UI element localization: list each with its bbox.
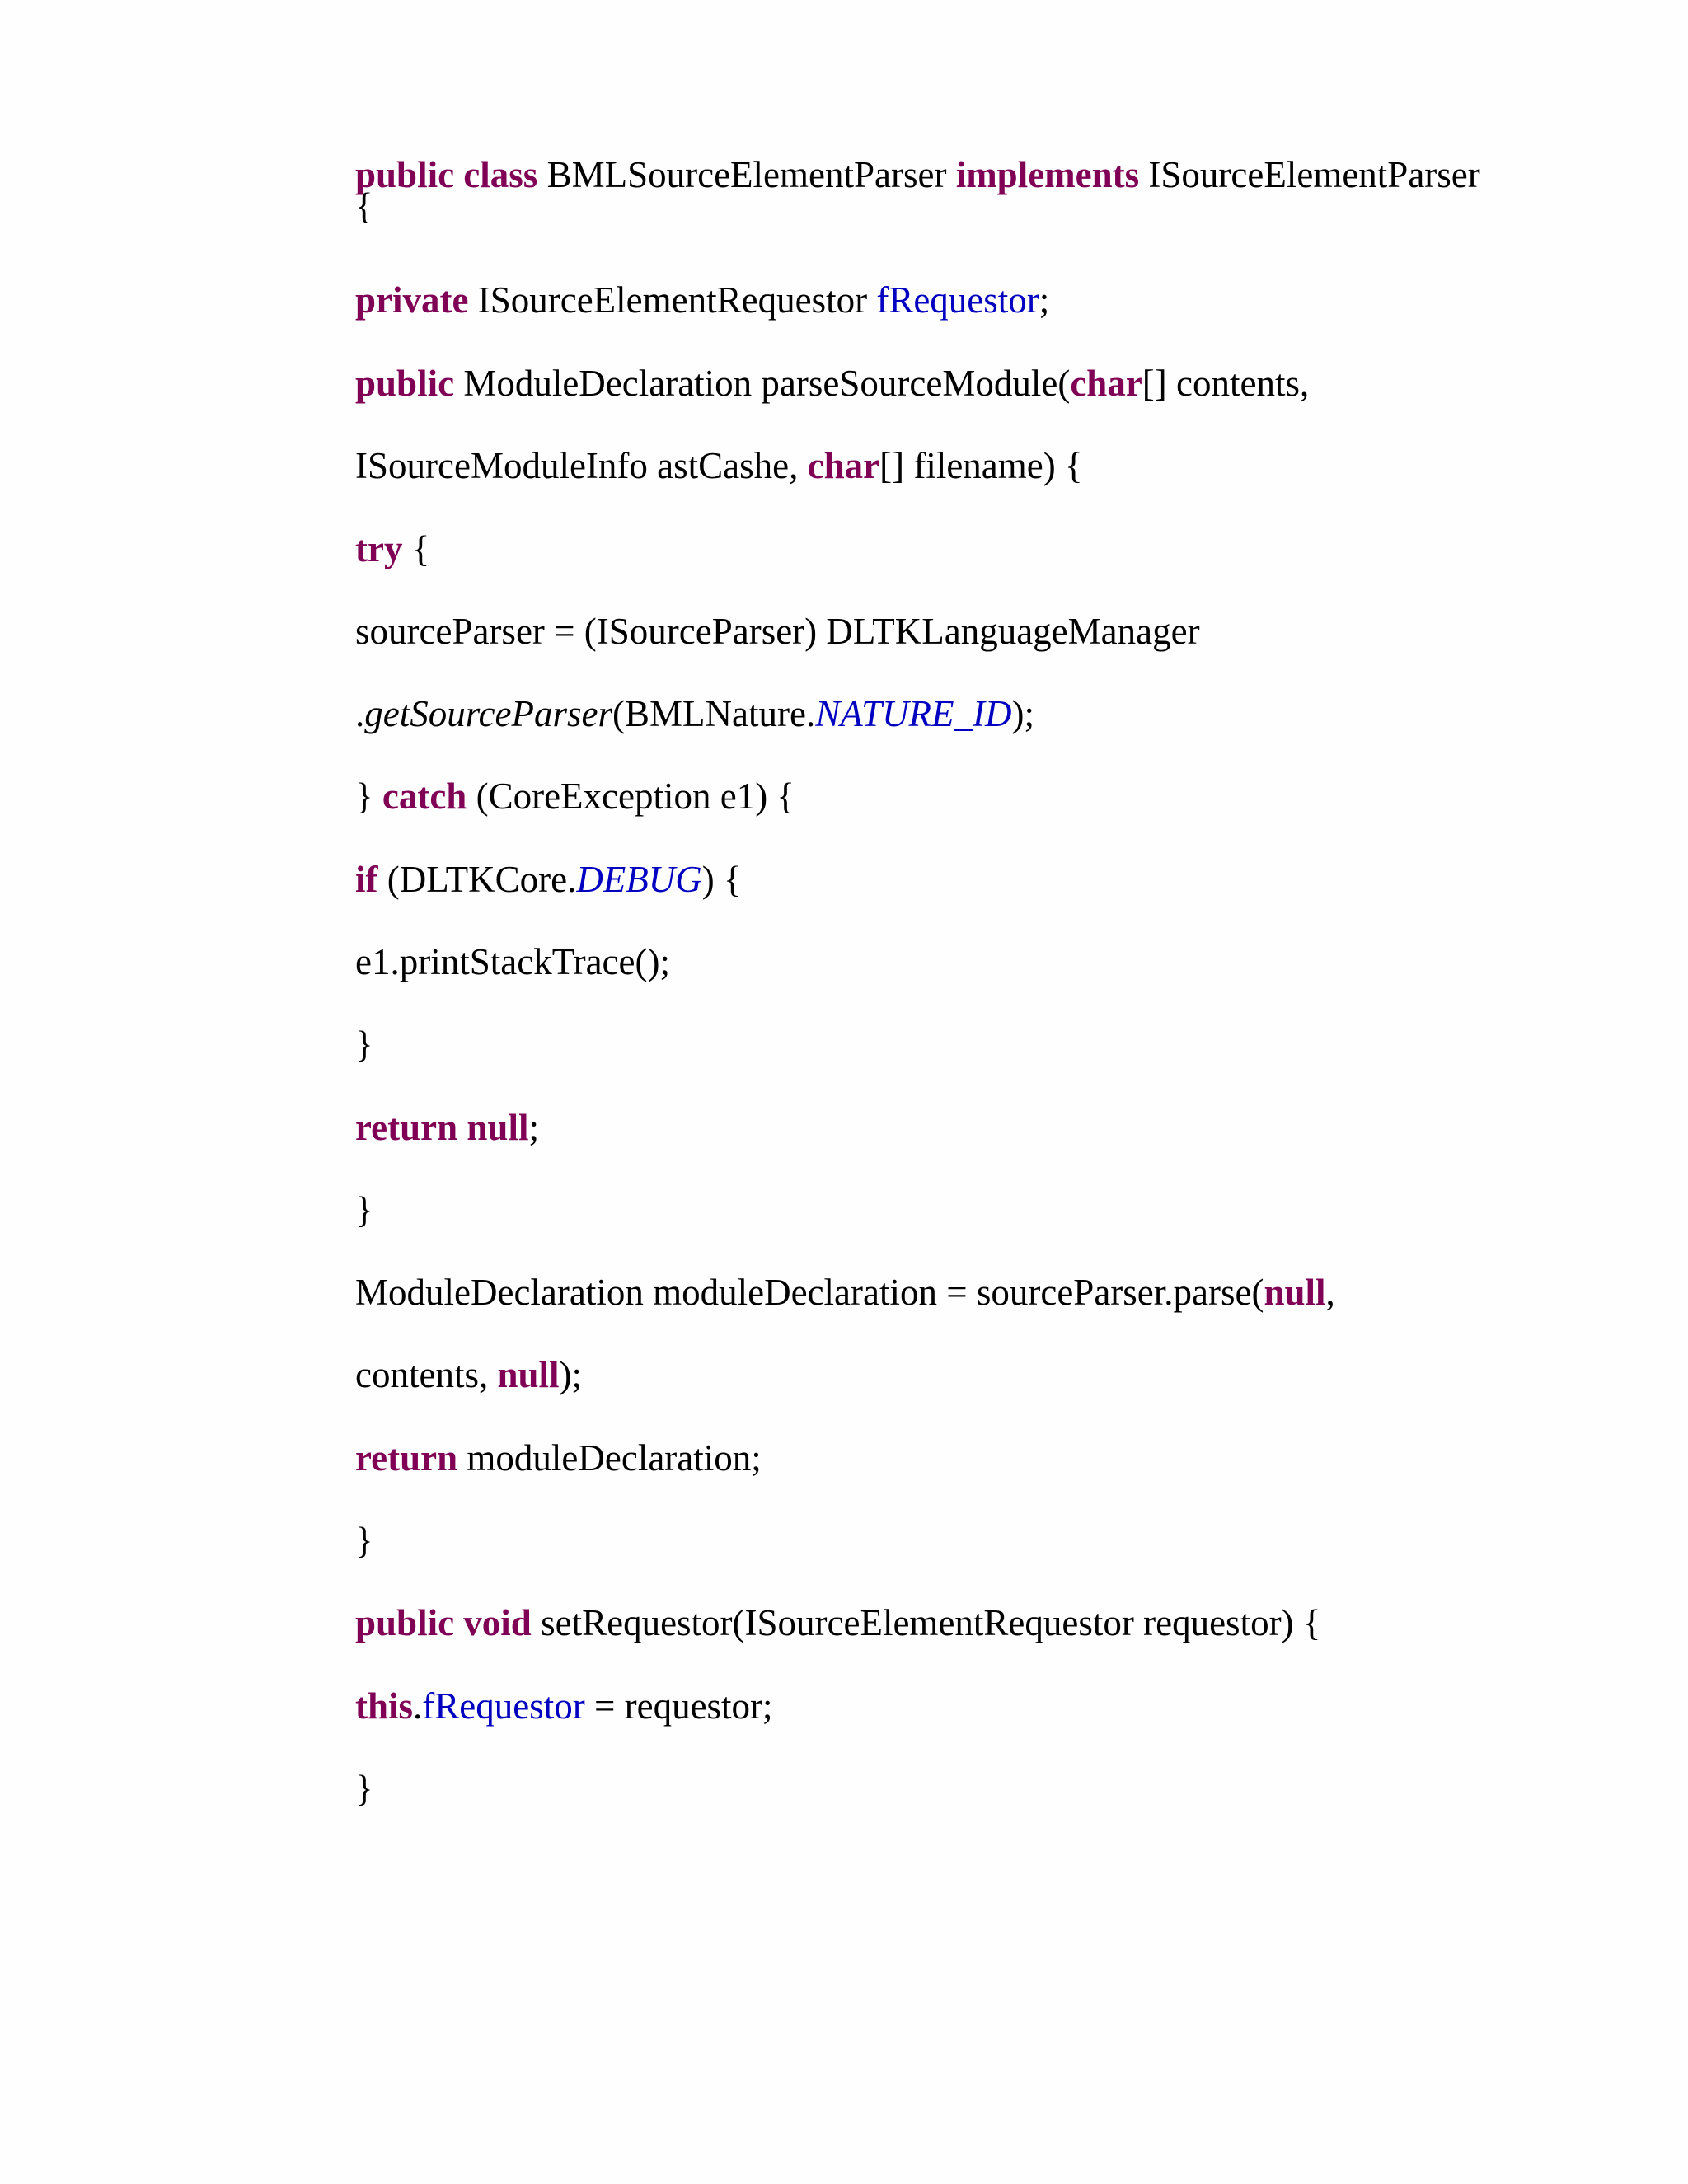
code-line xyxy=(355,940,670,983)
code-token: } xyxy=(355,776,382,817)
code-token: { xyxy=(355,185,373,227)
code-line xyxy=(355,1767,373,1810)
code-line xyxy=(355,279,1049,321)
code-token: BMLSourceElementParser xyxy=(537,154,956,195)
code-line xyxy=(355,1436,762,1479)
code-token: contents, xyxy=(355,1354,498,1395)
code-token: this xyxy=(355,1685,414,1727)
code-token: public void xyxy=(355,1602,532,1643)
code-token: } xyxy=(355,1189,373,1230)
code-token: char xyxy=(807,445,880,486)
code-token: ISourceElementParser xyxy=(1139,154,1480,195)
code-line xyxy=(355,858,742,901)
code-token: ); xyxy=(559,1354,583,1395)
code-token: } xyxy=(355,1520,373,1561)
code-token: public class xyxy=(355,154,538,195)
code-token: ; xyxy=(528,1107,539,1148)
code-token: ISourceElementRequestor xyxy=(468,279,877,321)
code-token: { xyxy=(402,528,430,569)
code-token: = requestor; xyxy=(584,1685,773,1727)
code-line xyxy=(355,444,1083,487)
code-token: ) { xyxy=(701,859,742,900)
code-token: private xyxy=(355,279,469,321)
code-token: e1.printStackTrace(); xyxy=(355,941,670,982)
code-token: null xyxy=(497,1354,560,1395)
code-token: NATURE_ID xyxy=(815,693,1012,734)
code-line xyxy=(355,1188,373,1231)
code-token: null xyxy=(1264,1272,1326,1313)
code-line xyxy=(355,775,795,818)
code-token: char xyxy=(1070,363,1142,404)
code-token: setRequestor(ISourceElementRequestor requestor) { xyxy=(531,1602,1321,1643)
code-token: ); xyxy=(1011,693,1035,734)
code-token: DEBUG xyxy=(576,859,702,900)
code-token: implements xyxy=(955,154,1140,195)
code-token: moduleDeclaration; xyxy=(457,1437,762,1479)
code-line xyxy=(355,692,1034,735)
code-token: ; xyxy=(1039,279,1050,321)
code-token: } xyxy=(355,1768,373,1809)
code-token: getSourceParser xyxy=(364,693,613,734)
code-line xyxy=(355,527,429,570)
code-token: ISourceModuleInfo astCashe, xyxy=(355,445,808,486)
code-token: if xyxy=(355,859,378,900)
code-line xyxy=(355,1271,1335,1314)
code-token: (CoreException e1) { xyxy=(467,776,795,817)
code-token: . xyxy=(355,693,365,734)
code-line xyxy=(355,1106,539,1149)
code-line xyxy=(355,185,373,227)
code-token: return null xyxy=(355,1107,529,1148)
code-line xyxy=(355,153,1480,196)
code-token: } xyxy=(355,1024,373,1065)
code-line xyxy=(355,1353,582,1396)
code-token: try xyxy=(355,528,403,569)
code-line xyxy=(355,1023,373,1066)
code-token: public xyxy=(355,363,455,404)
code-token: , xyxy=(1325,1272,1335,1313)
code-line xyxy=(355,1685,773,1727)
code-line xyxy=(355,610,1200,653)
code-token: [] filename) { xyxy=(879,445,1083,486)
code-token: . xyxy=(413,1685,423,1727)
code-token: fRequestor xyxy=(422,1685,585,1727)
code-line xyxy=(355,362,1309,405)
code-token: sourceParser = (ISourceParser) DLTKLanguageManager xyxy=(355,611,1200,652)
code-token: fRequestor xyxy=(876,279,1039,321)
code-token: return xyxy=(355,1437,458,1479)
code-line xyxy=(355,1519,373,1562)
code-token: ModuleDeclaration parseSourceModule( xyxy=(454,363,1071,404)
code-token: ModuleDeclaration moduleDeclaration = sourceParser.parse( xyxy=(355,1272,1264,1313)
code-token: (BMLNature. xyxy=(612,693,816,734)
code-token: [] contents, xyxy=(1142,363,1310,404)
code-token: catch xyxy=(382,776,467,817)
code-token: (DLTKCore. xyxy=(377,859,577,900)
code-line xyxy=(355,1601,1320,1644)
